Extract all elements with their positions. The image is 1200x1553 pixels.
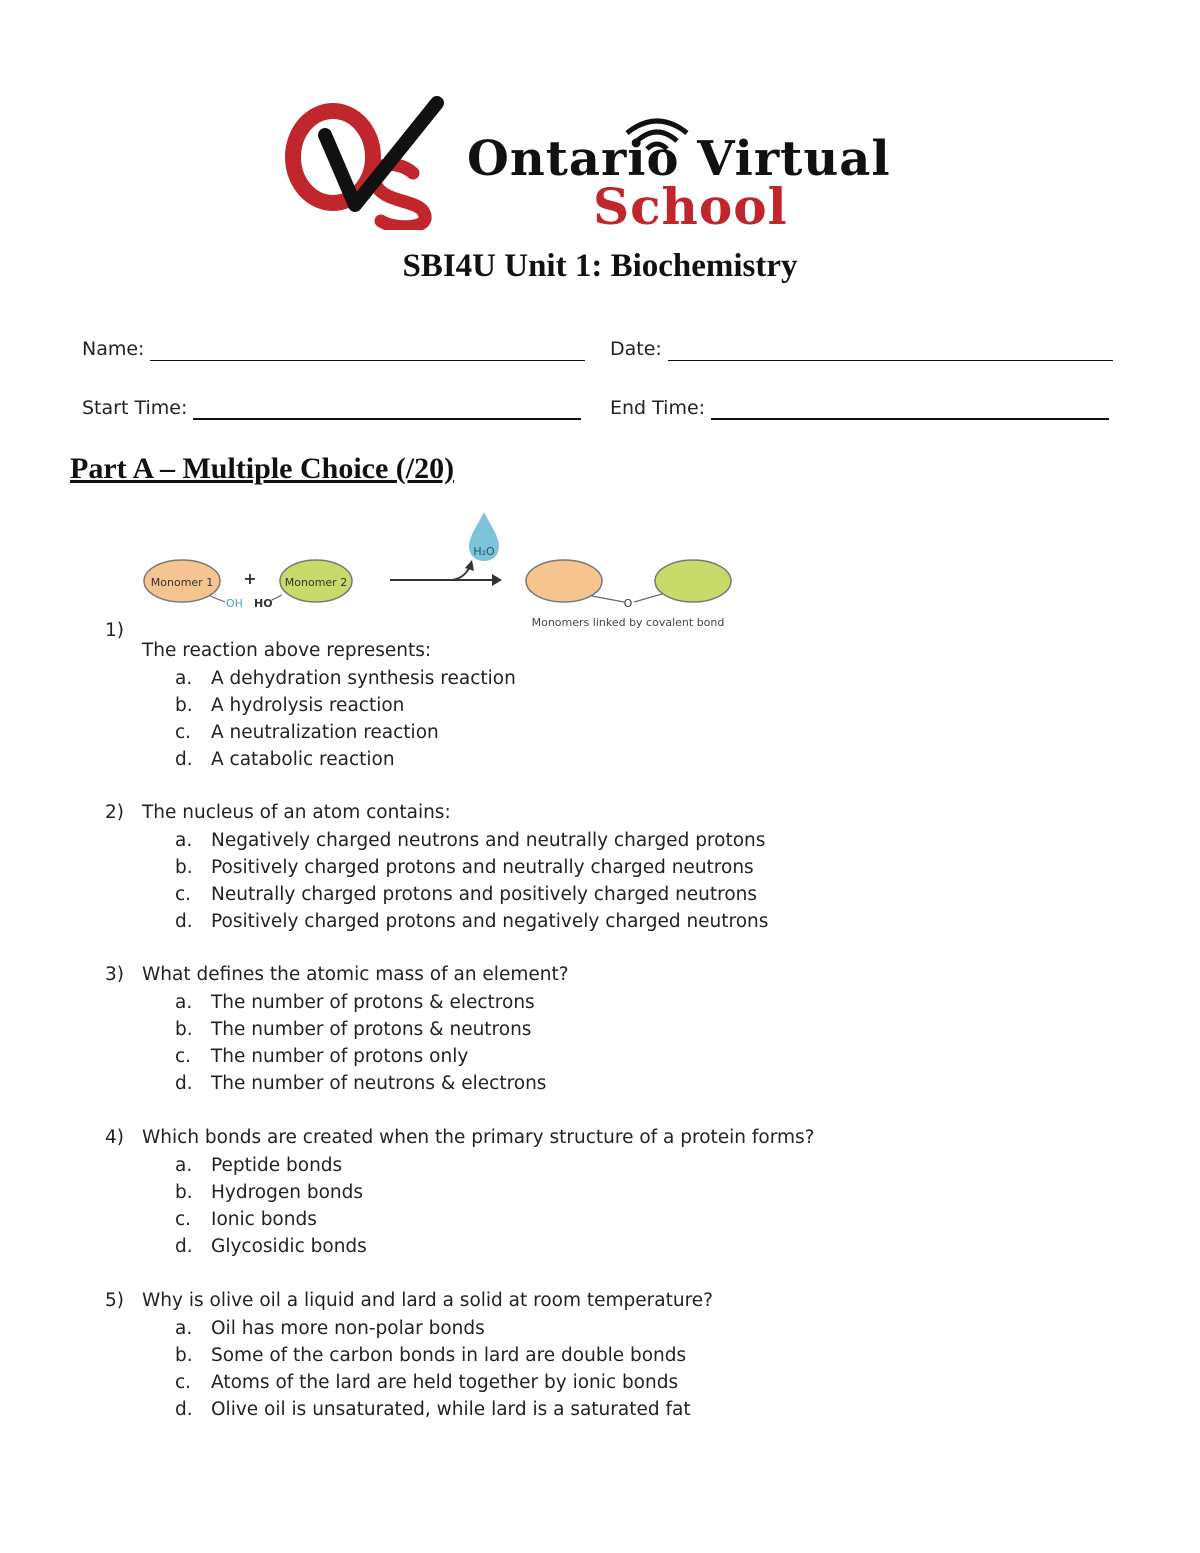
question-number: 2): [105, 802, 124, 823]
option-letter: a.: [175, 830, 193, 851]
start-time-input-line[interactable]: [193, 400, 581, 420]
answer-option[interactable]: [175, 749, 395, 770]
logo-text-line1: Ontario Virtual: [467, 131, 891, 187]
answer-option[interactable]: [175, 1019, 531, 1040]
answer-option[interactable]: [175, 1399, 691, 1420]
date-field[interactable]: [610, 338, 1113, 361]
name-field[interactable]: [82, 338, 585, 361]
date-label: Date:: [610, 338, 662, 360]
question-number: 5): [105, 1290, 124, 1311]
option-letter: a.: [175, 992, 193, 1013]
option-letter: b.: [175, 1182, 193, 1203]
option-letter: a.: [175, 1155, 193, 1176]
answer-option[interactable]: [175, 722, 439, 743]
option-text: A catabolic reaction: [211, 749, 395, 770]
answer-option[interactable]: [175, 857, 754, 878]
answer-option[interactable]: [175, 668, 516, 689]
option-text: Olive oil is unsaturated, while lard is a saturated fat: [211, 1399, 691, 1420]
question-number: 4): [105, 1127, 124, 1148]
ovs-monogram-icon: [285, 95, 465, 230]
option-text: Negatively charged neutrons and neutrally charged protons: [211, 830, 766, 851]
option-letter: d.: [175, 1073, 193, 1094]
answer-option[interactable]: [175, 1236, 367, 1257]
answer-option[interactable]: [175, 911, 768, 932]
answer-option[interactable]: [175, 1209, 317, 1230]
option-text: The number of neutrons & electrons: [211, 1073, 547, 1094]
option-letter: c.: [175, 722, 192, 743]
ho-label: HO: [254, 597, 273, 610]
logo-text-line2: School: [593, 177, 788, 236]
option-text: Peptide bonds: [211, 1155, 343, 1176]
option-text: The number of protons & neutrons: [211, 1019, 532, 1040]
answer-option[interactable]: [175, 1155, 342, 1176]
answer-option[interactable]: [175, 1318, 485, 1339]
name-label: Name:: [82, 338, 145, 360]
question-text: The nucleus of an atom contains:: [142, 802, 451, 823]
school-logo: [285, 95, 945, 236]
end-time-input-line[interactable]: [711, 400, 1109, 420]
answer-option[interactable]: [175, 992, 535, 1013]
option-text: Glycosidic bonds: [211, 1236, 367, 1257]
answer-option[interactable]: [175, 830, 765, 851]
answer-option[interactable]: [175, 1073, 546, 1094]
option-letter: d.: [175, 911, 193, 932]
o-label: O: [623, 597, 633, 610]
option-letter: b.: [175, 695, 193, 716]
option-letter: c.: [175, 1372, 192, 1393]
answer-option[interactable]: [175, 1182, 363, 1203]
answer-option[interactable]: [175, 1046, 468, 1067]
monomer1-label: Monomer 1: [150, 576, 214, 589]
start-time-field[interactable]: [82, 397, 581, 420]
option-letter: c.: [175, 1046, 192, 1067]
plus-label: +: [243, 569, 257, 588]
option-text: Atoms of the lard are held together by ionic bonds: [211, 1372, 679, 1393]
water-label: H₂O: [473, 545, 495, 558]
option-letter: b.: [175, 857, 193, 878]
option-text: The number of protons & electrons: [211, 992, 535, 1013]
question-number: 1): [105, 620, 124, 641]
question-text: What defines the atomic mass of an element?: [142, 964, 569, 985]
option-text: A neutralization reaction: [211, 722, 439, 743]
option-text: A dehydration synthesis reaction: [211, 668, 516, 689]
oh-label: OH: [226, 597, 243, 610]
question-number: 3): [105, 964, 124, 985]
answer-option[interactable]: [175, 695, 404, 716]
option-letter: c.: [175, 884, 192, 905]
name-input-line[interactable]: [150, 342, 585, 361]
option-text: Hydrogen bonds: [211, 1182, 364, 1203]
end-time-label: End Time:: [610, 397, 706, 419]
date-input-line[interactable]: [668, 342, 1113, 361]
option-text: Positively charged protons and negatively charged neutrons: [211, 911, 769, 932]
option-text: Some of the carbon bonds in lard are double bonds: [211, 1345, 687, 1366]
question-text: The reaction above represents:: [142, 640, 432, 661]
dehydration-diagram: [140, 508, 740, 638]
option-letter: b.: [175, 1019, 193, 1040]
end-time-field[interactable]: [610, 397, 1109, 420]
option-letter: d.: [175, 1236, 193, 1257]
monomer2-label: Monomer 2: [284, 576, 348, 589]
option-text: Ionic bonds: [211, 1209, 317, 1230]
option-letter: b.: [175, 1345, 193, 1366]
option-text: A hydrolysis reaction: [211, 695, 405, 716]
answer-option[interactable]: [175, 1345, 686, 1366]
answer-option[interactable]: [175, 1372, 678, 1393]
answer-option[interactable]: [175, 884, 757, 905]
option-letter: a.: [175, 1318, 193, 1339]
page-title: SBI4U Unit 1: Biochemistry: [402, 248, 798, 284]
option-letter: d.: [175, 1399, 193, 1420]
option-text: The number of protons only: [211, 1046, 469, 1067]
option-letter: d.: [175, 749, 193, 770]
option-text: Positively charged protons and neutrally charged neutrons: [211, 857, 754, 878]
option-letter: c.: [175, 1209, 192, 1230]
start-time-label: Start Time:: [82, 397, 188, 419]
option-text: Oil has more non-polar bonds: [211, 1318, 485, 1339]
part-a-title: Part A – Multiple Choice (/20): [70, 452, 455, 485]
diagram-caption: Monomers linked by covalent bond: [531, 616, 725, 629]
question-text: Which bonds are created when the primary structure of a protein forms?: [142, 1127, 815, 1148]
question-text: Why is olive oil a liquid and lard a solid at room temperature?: [142, 1290, 713, 1311]
option-text: Neutrally charged protons and positively charged neutrons: [211, 884, 758, 905]
option-letter: a.: [175, 668, 193, 689]
